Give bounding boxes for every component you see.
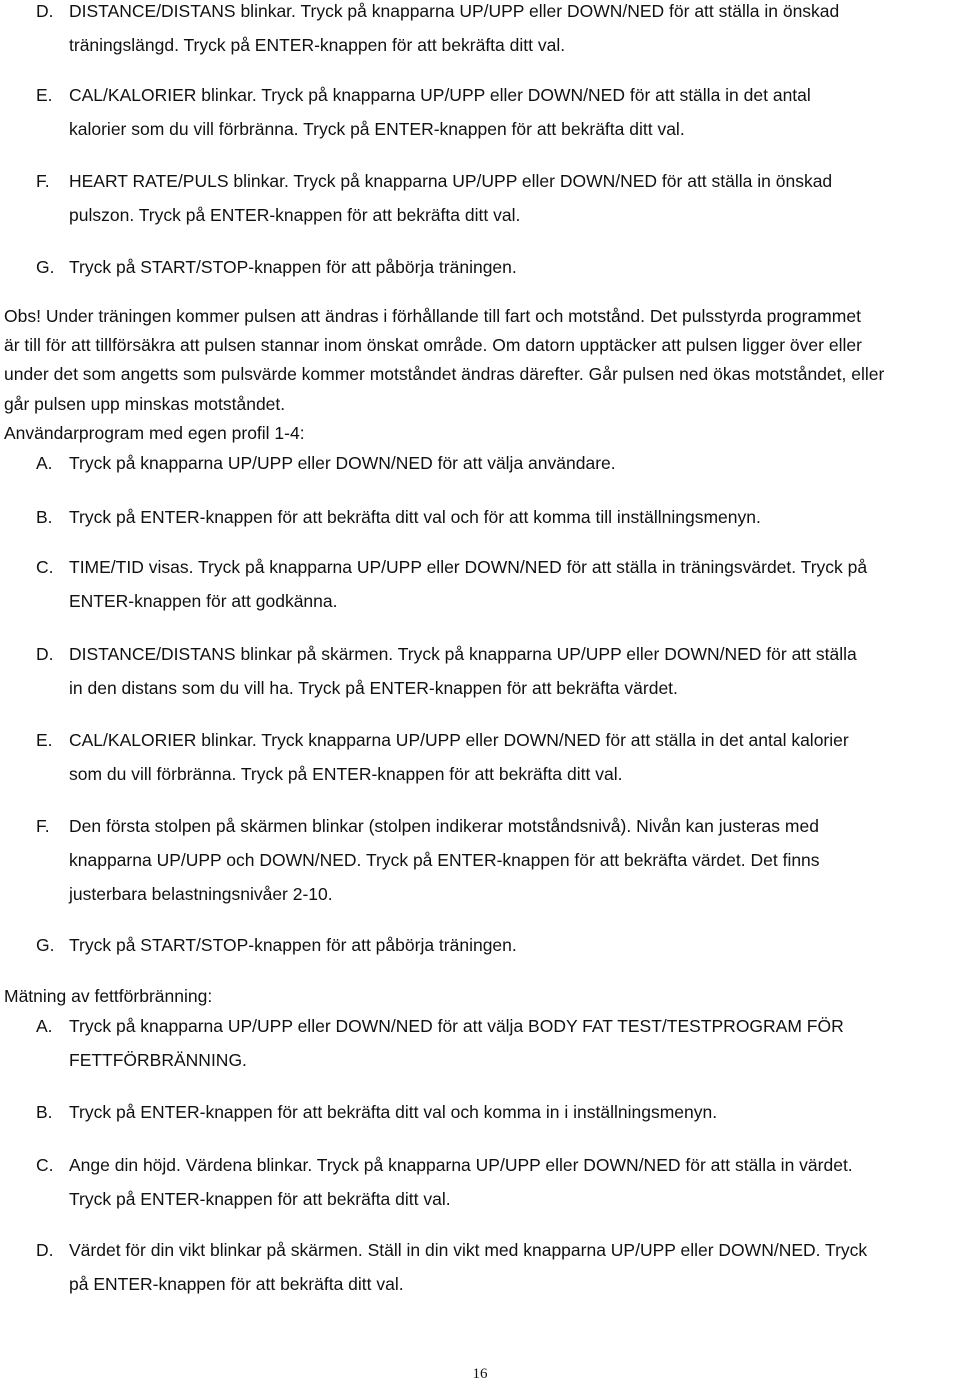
item-text-line: Tryck på knapparna UP/UPP eller DOWN/NED för att välja användare. — [69, 453, 616, 473]
item-text-line: TIME/TID visas. Tryck på knapparna UP/UPP eller DOWN/NED för att ställa in träningsvärdet. Tryck på — [69, 557, 868, 577]
item-letter: D. — [36, 1240, 54, 1260]
list-item-b — [36, 1095, 946, 1129]
item-text-line: DISTANCE/DISTANS blinkar. Tryck på knapparna UP/UPP eller DOWN/NED för att ställa in önskad — [69, 1, 840, 21]
item-letter: C. — [36, 1155, 54, 1175]
list-item-f — [36, 164, 946, 232]
item-text-line: träningslängd. Tryck på ENTER-knappen för att bekräfta ditt val. — [69, 35, 566, 55]
item-letter: D. — [36, 1, 54, 21]
list-item-a — [36, 446, 946, 480]
item-letter: G. — [36, 257, 55, 277]
list-item-g — [36, 250, 946, 284]
item-text-line: in den distans som du vill ha. Tryck på ENTER-knappen för att bekräfta värdet. — [69, 678, 678, 698]
item-letter: B. — [36, 507, 53, 527]
item-letter: A. — [36, 453, 53, 473]
list-item-b — [36, 500, 946, 534]
item-text-line: Tryck på ENTER-knappen för att bekräfta ditt val och komma in i inställningsmenyn. — [69, 1102, 718, 1122]
section-heading-fat-burning: Mätning av fettförbränning: — [4, 986, 213, 1006]
item-text-line: Värdet för din vikt blinkar på skärmen. Ställ in din vikt med knapparna UP/UPP eller DOWN/NED. Tryck — [69, 1240, 868, 1260]
item-letter: F. — [36, 816, 50, 836]
item-text-line: Den första stolpen på skärmen blinkar (stolpen indikerar motståndsnivå). Nivån kan justeras med — [69, 816, 819, 836]
note-line: Obs! Under träningen kommer pulsen att ändras i förhållande till fart och motstånd. Det pulsstyrda programmet — [4, 306, 861, 326]
item-text-line: knapparna UP/UPP och DOWN/NED. Tryck på ENTER-knappen för att bekräfta värdet. Det finns — [69, 850, 820, 870]
item-text-line: Tryck på START/STOP-knappen för att påbörja träningen. — [69, 935, 517, 955]
item-text-line: DISTANCE/DISTANS blinkar på skärmen. Tryck på knapparna UP/UPP eller DOWN/NED för att ställa — [69, 644, 857, 664]
item-text-line: Tryck på ENTER-knappen för att bekräfta ditt val och för att komma till inställningsmenyn. — [69, 507, 761, 527]
item-text-line: pulszon. Tryck på ENTER-knappen för att bekräfta ditt val. — [69, 205, 521, 225]
list-item-e — [36, 723, 946, 791]
page-number: 16 — [472, 1366, 488, 1382]
item-letter: C. — [36, 557, 54, 577]
section-heading-user-programs: Användarprogram med egen profil 1-4: — [4, 423, 305, 443]
list-item-d — [36, 1233, 946, 1301]
note-line: under det som angetts som pulsvärde kommer motståndet ändras därefter. Går pulsen ned ökas motståndet, eller — [4, 364, 885, 385]
item-letter: E. — [36, 85, 53, 105]
note-line: är till för att tillförsäkra att pulsen stannar inom önskat område. Om datorn upptäcker att pulsen ligger över eller — [4, 335, 862, 356]
item-text-line: justerbara belastningsnivåer 2-10. — [69, 884, 333, 904]
item-text-line: HEART RATE/PULS blinkar. Tryck på knapparna UP/UPP eller DOWN/NED för att ställa in önskad — [69, 171, 833, 191]
item-letter: E. — [36, 730, 53, 750]
item-text-line: CAL/KALORIER blinkar. Tryck knapparna UP/UPP eller DOWN/NED för att ställa in det antal kalorier — [69, 730, 849, 750]
list-item-a — [36, 1009, 946, 1077]
item-letter: A. — [36, 1016, 53, 1036]
note-line: går pulsen upp minskas motståndet. — [4, 393, 286, 414]
list-item-e — [36, 78, 946, 146]
item-text-line: Tryck på START/STOP-knappen för att påbörja träningen. — [69, 257, 517, 277]
item-text-line: som du vill förbränna. Tryck på ENTER-knappen för att bekräfta ditt val. — [69, 764, 623, 784]
item-text-line: FETTFÖRBRÄNNING. — [69, 1050, 247, 1070]
item-letter: G. — [36, 935, 55, 955]
list-item-f — [36, 809, 946, 911]
item-text-line: Tryck på ENTER-knappen för att bekräfta ditt val. — [69, 1189, 451, 1209]
item-text-line: på ENTER-knappen för att bekräfta ditt val. — [69, 1274, 404, 1294]
item-letter: B. — [36, 1102, 53, 1122]
item-text-line: Tryck på knapparna UP/UPP eller DOWN/NED för att välja BODY FAT TEST/TESTPROGRAM FÖR — [69, 1016, 844, 1036]
item-text-line: ENTER-knappen för att godkänna. — [69, 591, 338, 611]
item-letter: F. — [36, 171, 50, 191]
list-item-d — [36, 637, 946, 705]
list-item-d — [36, 0, 946, 62]
item-letter: D. — [36, 644, 54, 664]
list-item-c — [36, 550, 946, 618]
item-text-line: kalorier som du vill förbränna. Tryck på ENTER-knappen för att bekräfta ditt val. — [69, 119, 685, 139]
list-item-g — [36, 928, 946, 962]
list-item-c — [36, 1148, 946, 1216]
item-text-line: CAL/KALORIER blinkar. Tryck på knapparna UP/UPP eller DOWN/NED för att ställa in det antal — [69, 85, 811, 105]
item-text-line: Ange din höjd. Värdena blinkar. Tryck på knapparna UP/UPP eller DOWN/NED för att ställa in värdet. — [69, 1155, 853, 1175]
note-paragraph — [4, 302, 959, 419]
